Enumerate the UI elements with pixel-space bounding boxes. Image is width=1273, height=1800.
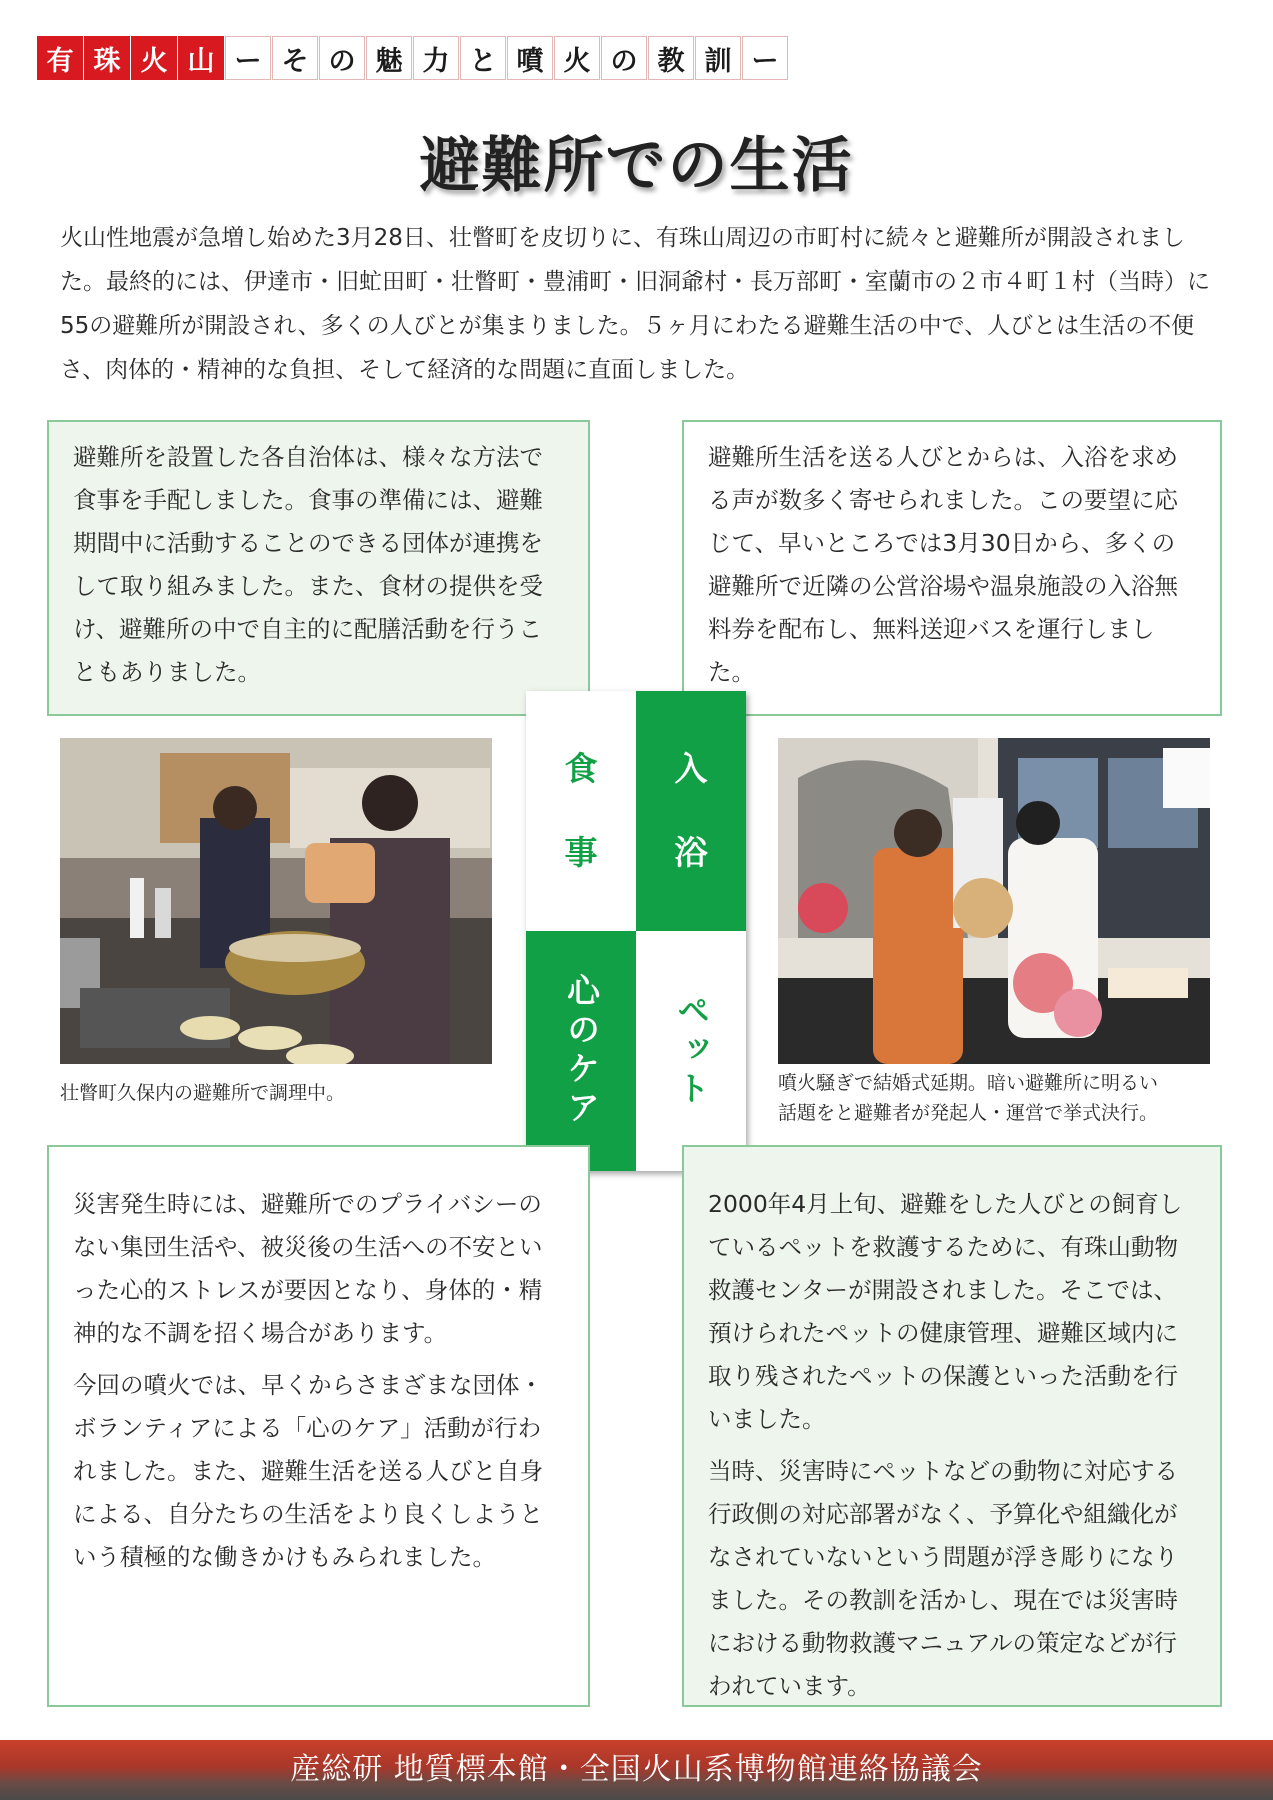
bathing-section	[682, 420, 1222, 716]
meals-section	[47, 420, 590, 716]
series-tile: ー	[742, 36, 788, 80]
category-bathing	[636, 691, 746, 931]
cooking-photo-caption: 壮瞥町久保内の避難所で調理中。	[60, 1082, 346, 1104]
pets-section	[682, 1145, 1222, 1707]
meals-text: 避難所を設置した各自治体は、様々な方法で食事を手配しました。食事の準備には、避難期間中に活動することのできる団体が連携をして取り組みました。また、食材の提供を受け、避難所の中で自主的に配膳活動を行うこともありました。	[73, 443, 543, 686]
category-meals-char: 食	[564, 749, 598, 788]
wedding-caption-line: 話題をと避難者が発起人・運営で挙式決行。	[778, 1102, 1159, 1124]
mental-care-text: 今回の噴火では、早くからさまざまな団体・ボランティアによる「心のケア」活動が行われました。また、避難生活を送る人びと自身による、自分たちの生活をより良くしようという積極的な働きかけもみられました。	[73, 1371, 543, 1571]
bathing-text: 避難所生活を送る人びとからは、入浴を求める声が数多く寄せられました。この要望に応じて、早いところでは3月30日から、多くの避難所で近隣の公営浴場や温泉施設の入浴無料券を配布し、無料送迎バスを運行しました。	[708, 443, 1178, 686]
pets-text: 2000年4月上旬、避難をした人びとの飼育しているペットを救護するために、有珠山動物救護センターが開設されました。そこでは、預けられたペットの健康管理、避難区域内に取り残されたペットの保護といった活動を行いました。	[708, 1190, 1183, 1433]
wedding-photo	[778, 738, 1210, 1064]
series-tile: ー	[225, 36, 271, 80]
series-tile: の	[319, 36, 365, 80]
series-tile: 魅	[366, 36, 412, 80]
category-pets-label: ペット	[672, 992, 712, 1110]
series-title-tiles	[37, 36, 788, 80]
category-meals	[526, 691, 636, 931]
footer-credit: 産総研 地質標本館・全国火山系博物館連絡協議会	[0, 1740, 1273, 1800]
mental-care-text: 災害発生時には、避難所でのプライバシーのない集団生活や、被災後の生活への不安といった心的ストレスが要因となり、身体的・精神的な不調を招く場合があります。	[73, 1190, 543, 1347]
category-mental-care-label: 心のケア	[562, 973, 602, 1129]
series-tile: 教	[648, 36, 694, 80]
category-mental-care	[526, 931, 636, 1171]
series-tile: 噴	[507, 36, 553, 80]
series-tile: 火	[554, 36, 600, 80]
category-pets	[636, 931, 746, 1171]
wedding-caption-line: 噴火騒ぎで結婚式延期。暗い避難所に明るい	[778, 1072, 1159, 1094]
series-tile: そ	[272, 36, 318, 80]
wedding-photo-image	[778, 738, 1210, 1064]
category-bathing-char: 入	[674, 749, 708, 788]
series-tile: と	[460, 36, 506, 80]
pets-text: 当時、災害時にペットなどの動物に対応する行政側の対応部署がなく、予算化や組織化がなされていないという問題が浮き彫りになりました。その教訓を活かし、現在では災害時における動物救護マニュアルの策定などが行われています。	[708, 1457, 1178, 1700]
cooking-photo	[60, 738, 492, 1064]
series-tile: 珠	[84, 36, 130, 80]
series-tile: 有	[37, 36, 83, 80]
series-tile: 訓	[695, 36, 741, 80]
series-tile: 力	[413, 36, 459, 80]
series-tile: 山	[178, 36, 224, 80]
wedding-photo-caption	[778, 1068, 1238, 1128]
category-bathing-char: 浴	[674, 833, 708, 872]
mental-care-section	[47, 1145, 590, 1707]
cooking-photo-image	[60, 738, 492, 1064]
category-grid	[526, 691, 746, 1171]
series-tile: 火	[131, 36, 177, 80]
category-meals-char: 事	[564, 833, 598, 872]
page-title: 避難所での生活	[419, 131, 854, 201]
series-tile: の	[601, 36, 647, 80]
intro-paragraph: 火山性地震が急増し始めた3月28日、壮瞥町を皮切りに、有珠山周辺の市町村に続々と避難所が開設されました。最終的には、伊達市・旧虻田町・壮瞥町・豊浦町・旧洞爺村・長万部町・室蘭市の２市４町１村（当時）に55の避難所が開設され、多くの人びとが集まりました。５ヶ月にわたる避難生活の中で、人びとは生活の不便さ、肉体的・精神的な負担、そして経済的な問題に直面しました。	[60, 225, 1210, 383]
